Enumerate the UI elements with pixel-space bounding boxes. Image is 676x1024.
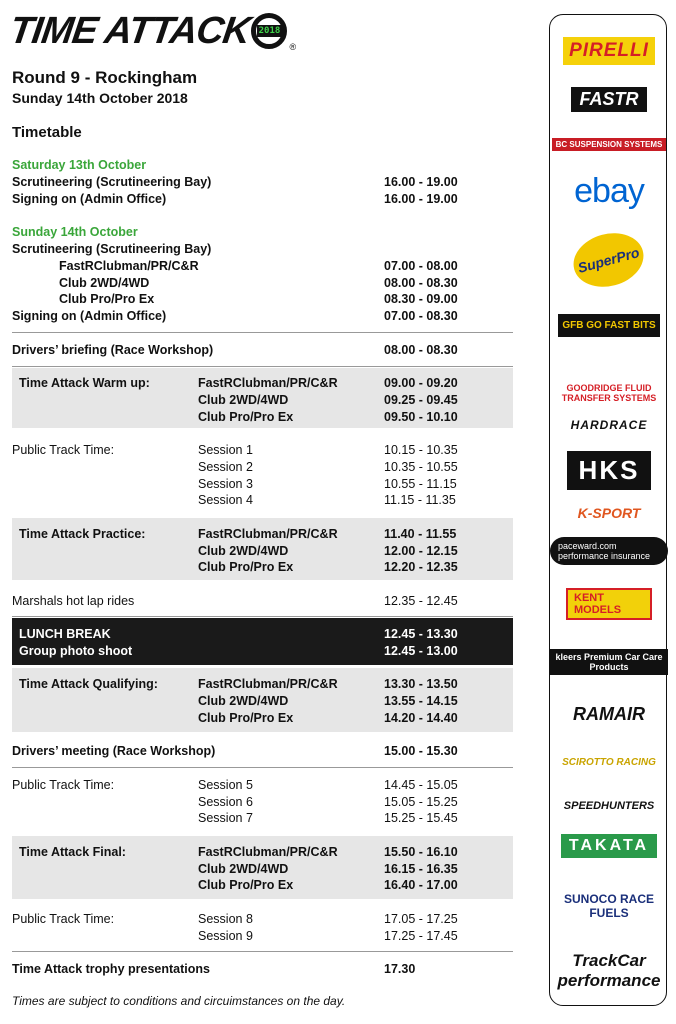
divider	[12, 951, 513, 952]
schedule-row	[12, 743, 512, 760]
class-cell: FastRClubman/PR/C&R	[59, 259, 199, 273]
sponsor-logo-hks	[550, 451, 668, 489]
schedule-row	[12, 961, 512, 978]
schedule-row	[12, 442, 512, 459]
sponsor-logo-text: GFB GO FAST BITS	[558, 314, 659, 337]
sunday-heading	[12, 224, 512, 241]
class-cell: Session 3	[198, 477, 253, 491]
event-title: Round 9 - Rockingham	[12, 68, 198, 87]
class-cell: Session 1	[198, 443, 253, 457]
label-cell: Sunday 14th October	[12, 225, 138, 239]
sponsor-logo-text: kleers Premium Car Care Products	[550, 649, 668, 675]
label-cell: Drivers’ briefing (Race Workshop)	[12, 343, 214, 357]
label-cell: Time Attack Final:	[19, 845, 126, 859]
sponsor-logo-gfb	[550, 307, 668, 343]
schedule-row	[12, 291, 512, 308]
schedule-row	[12, 559, 512, 576]
sponsor-logo-text: SCIROTTO RACING	[562, 756, 656, 768]
class-cell: Club 2WD/4WD	[198, 694, 289, 708]
time-cell: 15.50 - 16.10	[384, 845, 458, 859]
schedule-row	[12, 794, 512, 811]
label-cell: Group photo shoot	[19, 644, 133, 658]
time-cell: 12.45 - 13.00	[384, 644, 458, 658]
time-cell: 14.20 - 14.40	[384, 711, 458, 725]
schedule-row	[12, 526, 512, 543]
sponsor-logo-speedhunters	[550, 797, 668, 815]
time-cell: 10.35 - 10.55	[384, 460, 458, 474]
class-cell: Club 2WD/4WD	[198, 393, 289, 407]
label-cell: Marshals hot lap rides	[12, 594, 135, 608]
time-cell: 08.00 - 08.30	[384, 343, 458, 357]
sponsor-logo-ebay	[550, 171, 668, 211]
schedule-row	[12, 861, 512, 878]
class-cell: Session 4	[198, 493, 253, 507]
divider	[12, 366, 513, 367]
time-cell: 07.00 - 08.00	[384, 259, 458, 273]
time-cell: 11.40 - 11.55	[384, 527, 457, 541]
schedule-row	[12, 275, 512, 292]
time-cell: 16.00 - 19.00	[384, 192, 458, 206]
sponsor-logo-text: HKS	[567, 451, 652, 490]
label-cell: Signing on (Admin Office)	[12, 192, 167, 206]
sponsor-logo-superpro	[550, 227, 668, 293]
time-cell: 07.00 - 08.30	[384, 309, 458, 323]
schedule-row	[12, 258, 512, 275]
stopwatch-icon	[251, 13, 287, 49]
schedule-row	[12, 191, 512, 208]
schedule-row	[12, 676, 512, 693]
sponsor-logo-text: PIRELLI	[563, 37, 655, 65]
schedule-row	[12, 643, 512, 660]
class-cell: FastRClubman/PR/C&R	[198, 677, 338, 691]
time-cell: 15.00 - 15.30	[384, 744, 458, 758]
class-cell: FastRClubman/PR/C&R	[198, 527, 338, 541]
sponsor-logo-trackcar	[550, 953, 668, 989]
time-cell: 10.15 - 10.35	[384, 443, 458, 457]
sponsor-logo-text: SPEEDHUNTERS	[563, 800, 655, 812]
schedule-row	[12, 392, 512, 409]
schedule-row	[12, 928, 512, 945]
schedule-row	[12, 911, 512, 928]
footnote: Times are subject to conditions and circuimstances on the day.	[12, 994, 346, 1008]
class-cell: Club Pro/Pro Ex	[198, 410, 294, 424]
label-cell: Drivers’ meeting (Race Workshop)	[12, 744, 216, 758]
class-cell: Session 5	[198, 778, 253, 792]
time-cell: 17.25 - 17.45	[384, 929, 458, 943]
schedule-row	[12, 593, 512, 610]
schedule-row	[12, 877, 512, 894]
sponsor-logo-pirelli	[550, 35, 668, 67]
class-cell: Session 2	[198, 460, 253, 474]
sponsor-logo-text: ebay	[574, 171, 644, 210]
label-cell: Public Track Time:	[12, 912, 115, 926]
class-cell: Session 9	[198, 929, 253, 943]
schedule-row	[12, 626, 512, 643]
registered-mark: ®	[289, 42, 297, 52]
logo-text: TIME ATTACK	[7, 10, 253, 52]
divider	[12, 332, 513, 333]
sponsor-logo-text: KENT MODELS	[566, 588, 652, 620]
schedule-row	[12, 844, 512, 861]
time-cell: 09.50 - 10.10	[384, 410, 458, 424]
schedule-row	[12, 409, 512, 426]
label-cell: Saturday 13th October	[12, 158, 147, 172]
time-cell: 12.45 - 13.30	[384, 627, 458, 641]
time-cell: 16.15 - 16.35	[384, 862, 458, 876]
class-cell: Club 2WD/4WD	[198, 544, 289, 558]
schedule-row	[12, 459, 512, 476]
divider	[12, 767, 513, 768]
label-cell: Time Attack Qualifying:	[19, 677, 158, 691]
time-cell: 12.20 - 12.35	[384, 560, 458, 574]
label-cell: Scrutineering (Scrutineering Bay)	[12, 175, 212, 189]
divider	[12, 616, 513, 617]
sponsor-logo-bc	[550, 133, 668, 155]
timetable-heading: Timetable	[12, 124, 82, 141]
sponsor-logo-text: TrackCar performance	[557, 951, 661, 990]
label-cell: LUNCH BREAK	[19, 627, 111, 641]
time-cell: 10.55 - 11.15	[384, 477, 457, 491]
schedule-row	[12, 476, 512, 493]
sponsor-logo-fastr	[550, 85, 668, 113]
sponsor-logo-text: HARDRACE	[570, 418, 648, 432]
time-cell: 08.30 - 09.00	[384, 292, 458, 306]
schedule-row	[12, 375, 512, 392]
schedule-row	[12, 710, 512, 727]
class-cell: Club Pro/Pro Ex	[59, 292, 155, 306]
label-cell: Scrutineering (Scrutineering Bay)	[12, 242, 212, 256]
sponsor-logo-ramair	[550, 703, 668, 725]
time-cell: 15.05 - 15.25	[384, 795, 458, 809]
class-cell: Club Pro/Pro Ex	[198, 560, 294, 574]
class-cell: Session 6	[198, 795, 253, 809]
schedule-row	[12, 342, 512, 359]
logo-year: 2018	[258, 26, 281, 36]
time-cell: 16.40 - 17.00	[384, 878, 458, 892]
time-cell: 08.00 - 08.30	[384, 276, 458, 290]
class-cell: Session 8	[198, 912, 253, 926]
schedule-row	[12, 810, 512, 827]
time-cell: 09.00 - 09.20	[384, 376, 458, 390]
time-cell: 11.15 - 11.35	[384, 493, 456, 507]
class-cell: Session 7	[198, 811, 253, 825]
time-cell: 17.05 - 17.25	[384, 912, 458, 926]
event-date: Sunday 14th October 2018	[12, 90, 188, 106]
class-cell: Club Pro/Pro Ex	[198, 878, 294, 892]
sponsor-logo-kleers	[550, 645, 668, 679]
schedule-row	[12, 777, 512, 794]
class-cell: FastRClubman/PR/C&R	[198, 845, 338, 859]
sponsor-logo-text: RAMAIR	[573, 703, 645, 724]
schedule-row	[12, 543, 512, 560]
time-cell: 14.45 - 15.05	[384, 778, 458, 792]
label-cell: Public Track Time:	[12, 443, 115, 457]
time-cell: 15.25 - 15.45	[384, 811, 458, 825]
schedule-row	[12, 241, 512, 258]
label-cell: Time Attack trophy presentations	[12, 962, 210, 976]
sponsor-logo-text: GOODRIDGE FLUID TRANSFER SYSTEMS	[561, 383, 657, 403]
schedule-row	[12, 174, 512, 191]
sponsor-logo-ksport	[550, 503, 668, 523]
time-cell: 09.25 - 09.45	[384, 393, 458, 407]
sponsor-logo-text: FASTR	[571, 87, 646, 112]
sponsor-logo-kent-models	[550, 587, 668, 621]
label-cell: Public Track Time:	[12, 778, 115, 792]
saturday-heading	[12, 157, 512, 174]
sponsor-logo-text: BC SUSPENSION SYSTEMS	[552, 138, 667, 151]
schedule-row	[12, 492, 512, 509]
schedule-row	[12, 308, 512, 325]
time-cell: 16.00 - 19.00	[384, 175, 458, 189]
sponsor-logo-text: SUNOCO RACE FUELS	[563, 892, 654, 920]
label-cell: Time Attack Practice:	[19, 527, 146, 541]
time-cell: 12.35 - 12.45	[384, 594, 458, 608]
time-cell: 12.00 - 12.15	[384, 544, 458, 558]
sponsor-panel	[549, 14, 667, 1006]
sponsor-logo-goodridge	[550, 373, 668, 413]
sponsor-logo-takata	[550, 833, 668, 859]
sponsor-logo-paceward	[550, 537, 668, 565]
class-cell: FastRClubman/PR/C&R	[198, 376, 338, 390]
class-cell: Club 2WD/4WD	[198, 862, 289, 876]
time-cell: 13.55 - 14.15	[384, 694, 458, 708]
label-cell: Time Attack Warm up:	[19, 376, 150, 390]
sponsor-logo-hardrace	[550, 415, 668, 435]
sponsor-logo-text: TAKATA	[561, 834, 657, 858]
sponsor-logo-sunoco	[550, 873, 668, 939]
sponsor-logo-scirotto	[550, 745, 668, 779]
time-attack-logo	[7, 8, 297, 54]
class-cell: Club 2WD/4WD	[59, 276, 150, 290]
schedule-row	[12, 693, 512, 710]
sponsor-logo-text: paceward.com performance insurance	[550, 537, 668, 565]
label-cell: Signing on (Admin Office)	[12, 309, 167, 323]
time-cell: 17.30	[384, 962, 416, 976]
class-cell: Club Pro/Pro Ex	[198, 711, 294, 725]
sponsor-logo-text: SuperPro	[568, 226, 650, 295]
sponsor-logo-text: K-SPORT	[577, 505, 641, 521]
time-cell: 13.30 - 13.50	[384, 677, 458, 691]
